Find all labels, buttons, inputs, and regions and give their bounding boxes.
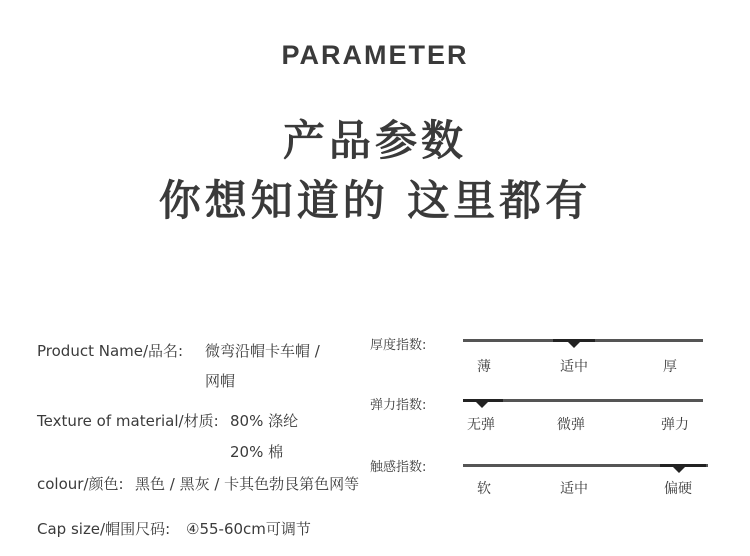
page-title-en: PARAMETER: [281, 40, 469, 70]
scale-marker: [672, 466, 686, 473]
index-elasticity: [370, 390, 710, 440]
size-value: ④55-60cm可调节: [186, 520, 311, 538]
index-touch: [370, 452, 715, 502]
scale-tick: 无弹: [467, 417, 495, 433]
scale-tick: 薄: [477, 359, 491, 375]
page-title-cn: 产品参数: [282, 116, 467, 165]
colour-label: colour/颜色:: [37, 475, 124, 493]
index-label: 弹力指数:: [370, 398, 427, 413]
colour-value: 黑色 / 黑灰 / 卡其色勃艮第色网等: [135, 475, 360, 493]
scale-tick: 软: [477, 481, 491, 497]
product-name-value-cont: 网帽: [205, 372, 236, 390]
scale-tick: 微弹: [557, 417, 585, 433]
page-subtitle: 你想知道的 这里都有: [158, 176, 592, 225]
scale-marker: [567, 341, 581, 348]
size-label: Cap size/帽围尺码:: [37, 520, 171, 538]
index-thickness: [370, 330, 710, 380]
product-name-value: 微弯沿帽卡车帽 /: [205, 342, 320, 360]
scale-tick: 偏硬: [664, 481, 692, 497]
scale-marker: [475, 401, 489, 408]
scale-tick: 厚: [663, 359, 677, 375]
material-value-1: 80% 涤纶: [230, 412, 299, 430]
material-value-2: 20% 棉: [230, 443, 284, 461]
scale-tick: 适中: [560, 481, 588, 497]
scale-tick: 适中: [560, 359, 588, 375]
product-name-label: Product Name/品名:: [37, 342, 184, 360]
index-label: 厚度指数:: [370, 338, 427, 353]
material-label: Texture of material/材质:: [37, 412, 219, 430]
index-label: 触感指数:: [370, 460, 427, 475]
scale-tick: 弹力: [661, 417, 689, 433]
